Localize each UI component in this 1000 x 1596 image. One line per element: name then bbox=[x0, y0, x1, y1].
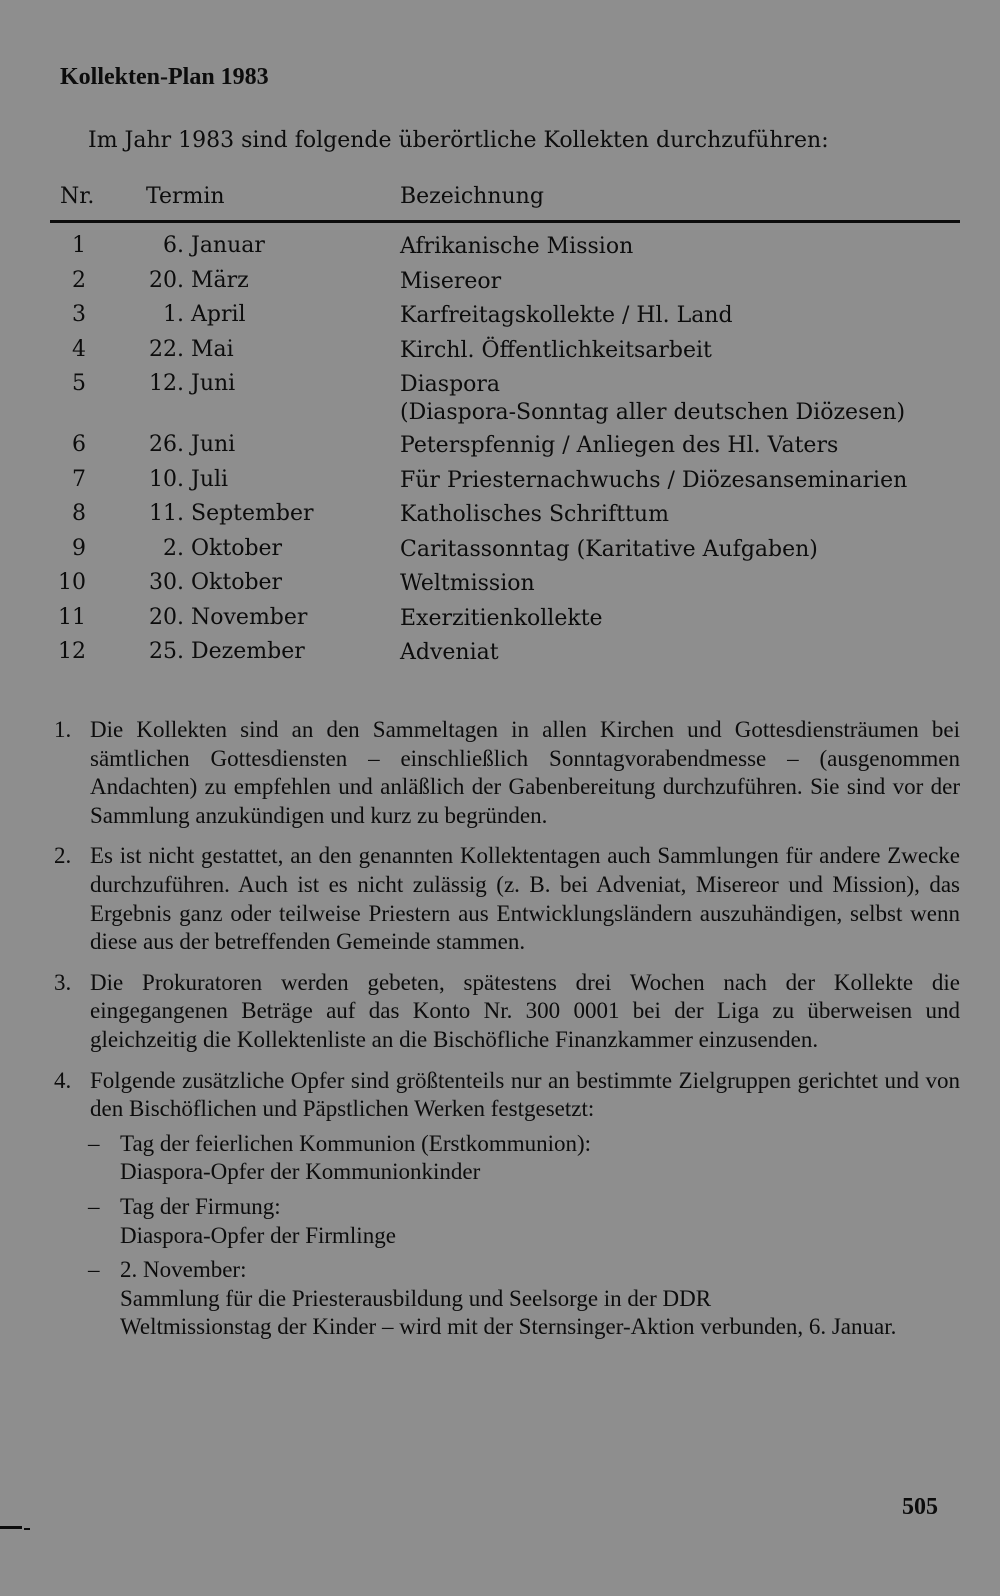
table-row bbox=[50, 536, 960, 571]
page-number: 505 bbox=[902, 1494, 938, 1520]
dash-bullet: – bbox=[88, 1193, 100, 1219]
table-row bbox=[50, 302, 960, 337]
row-description: Weltmission bbox=[400, 571, 535, 596]
note-number: 4. bbox=[54, 1067, 72, 1093]
row-description: Für Priesternachwuchs / Diözesanseminarien bbox=[400, 467, 908, 493]
dash-bullet: – bbox=[88, 1257, 100, 1283]
row-number: 2 bbox=[72, 267, 86, 293]
note-item bbox=[50, 842, 960, 956]
header-bezeichnung: Bezeichnung bbox=[400, 184, 544, 209]
row-month: November bbox=[191, 604, 308, 630]
row-date bbox=[146, 432, 336, 457]
row-description: Katholisches Schrifttum bbox=[400, 502, 669, 527]
row-date bbox=[146, 268, 336, 293]
row-day: 12. bbox=[149, 371, 184, 396]
note-number: 1. bbox=[54, 717, 72, 742]
row-month: Dezember bbox=[191, 639, 305, 664]
row-month: September bbox=[191, 501, 314, 526]
row-month: Oktober bbox=[191, 535, 283, 561]
row-month: Oktober bbox=[191, 570, 283, 595]
row-number: 12 bbox=[58, 639, 86, 664]
table-header bbox=[50, 184, 960, 223]
row-number: 3 bbox=[72, 302, 86, 327]
row-month: März bbox=[191, 267, 249, 293]
row-date bbox=[146, 639, 336, 664]
table-row bbox=[50, 570, 960, 605]
row-date bbox=[146, 536, 336, 561]
row-description bbox=[400, 371, 980, 427]
row-number: 7 bbox=[72, 466, 86, 492]
row-month: Mai bbox=[191, 336, 234, 362]
row-month: Juni bbox=[191, 432, 236, 457]
table-row bbox=[50, 432, 960, 467]
sub-line: Tag der feierlichen Kommunion (Erstkommunion): bbox=[120, 1130, 592, 1156]
intro-text: Im Jahr 1983 sind folgende überörtliche Kollekten durchzuführen: bbox=[88, 128, 829, 153]
row-date bbox=[146, 302, 336, 327]
table-body bbox=[50, 223, 960, 674]
dash-bullet: – bbox=[88, 1130, 100, 1156]
row-day: 20. bbox=[149, 267, 184, 293]
table-row bbox=[50, 639, 960, 674]
row-date bbox=[146, 337, 336, 362]
note-item bbox=[50, 1067, 960, 1124]
row-date bbox=[146, 467, 336, 492]
note-text: Die Kollekten sind an den Sammeltagen in allen Kirchen und Gottesdiensträumen bei sämtlichen Gottesdiensten – einschließlich Sonntagvorabendmesse – (ausgenommen Andachten) zu empfehlen und anläßlich der Gabenbereitung durchzuführen. Sie sind vor der Sammlung anzukündigen und kurz zu begründen. bbox=[90, 717, 960, 828]
table-row bbox=[50, 467, 960, 502]
row-date bbox=[146, 233, 336, 258]
row-number: 6 bbox=[72, 432, 86, 457]
note-item bbox=[50, 716, 960, 830]
row-number: 1 bbox=[72, 233, 86, 258]
row-date bbox=[146, 605, 336, 630]
row-month: Januar bbox=[191, 233, 265, 258]
page-title: Kollekten-Plan 1983 bbox=[60, 64, 269, 90]
row-description-line2: (Diaspora-Sonntag aller deutschen Diözesen) bbox=[400, 400, 906, 425]
note-item bbox=[50, 969, 960, 1055]
row-description: Misereor bbox=[400, 268, 502, 294]
row-day: 26. bbox=[149, 432, 184, 457]
table-row bbox=[50, 268, 960, 303]
row-number: 9 bbox=[72, 535, 86, 561]
row-day: 11. bbox=[149, 501, 184, 526]
row-number: 5 bbox=[72, 371, 86, 396]
row-description: Kirchl. Öffentlichkeitsarbeit bbox=[400, 337, 712, 363]
row-number: 4 bbox=[72, 336, 86, 362]
table-row bbox=[50, 371, 960, 432]
row-day: 20. bbox=[149, 604, 184, 630]
table-row bbox=[50, 501, 960, 536]
scan-mark bbox=[0, 1526, 22, 1529]
header-termin: Termin bbox=[146, 184, 225, 209]
row-month: Juli bbox=[191, 466, 229, 492]
row-description: Peterspfennig / Anliegen des Hl. Vaters bbox=[400, 433, 839, 458]
row-number: 11 bbox=[58, 604, 86, 630]
note-number: 2. bbox=[54, 843, 72, 869]
row-day: 1. bbox=[163, 302, 184, 327]
row-date bbox=[146, 371, 336, 396]
row-day: 6. bbox=[163, 233, 184, 258]
row-number: 8 bbox=[72, 501, 86, 526]
sub-item bbox=[50, 1130, 960, 1187]
row-day: 10. bbox=[149, 466, 184, 492]
row-description: Afrikanische Mission bbox=[400, 234, 634, 259]
row-day: 30. bbox=[149, 570, 184, 595]
sub-line: Tag der Firmung: bbox=[120, 1193, 281, 1219]
note-number: 3. bbox=[54, 969, 72, 995]
table-row bbox=[50, 605, 960, 640]
row-description: Karfreitagskollekte / Hl. Land bbox=[400, 303, 733, 328]
sub-line: Sammlung für die Priesterausbildung und Seelsorge in der DDR bbox=[120, 1285, 712, 1311]
header-nr: Nr. bbox=[60, 184, 95, 209]
sub-line: Weltmissionstag der Kinder – wird mit der Sternsinger-Aktion verbunden, 6. Januar. bbox=[120, 1314, 897, 1340]
sub-line: Diaspora-Opfer der Kommunionkinder bbox=[120, 1159, 481, 1185]
note-text: Folgende zusätzliche Opfer sind größtenteils nur an bestimmte Zielgruppen gerichtet und von den Bischöflichen und Päpstlichen Werken festgesetzt: bbox=[90, 1067, 960, 1122]
row-date bbox=[146, 501, 336, 526]
scan-mark bbox=[24, 1528, 30, 1530]
row-day: 25. bbox=[149, 639, 184, 664]
sub-item bbox=[50, 1256, 960, 1342]
collection-table bbox=[50, 184, 960, 674]
row-description: Exerzitienkollekte bbox=[400, 605, 603, 631]
row-month: April bbox=[191, 302, 246, 327]
row-description: Adveniat bbox=[400, 640, 499, 665]
row-date bbox=[146, 570, 336, 595]
notes-list bbox=[50, 716, 960, 1342]
sub-line: Diaspora-Opfer der Firmlinge bbox=[120, 1222, 396, 1248]
row-description-line1: Diaspora bbox=[400, 372, 501, 397]
row-day: 22. bbox=[149, 336, 184, 362]
note-text: Es ist nicht gestattet, an den genannten Kollektentagen auch Sammlungen für andere Zwecke durchzuführen. Auch ist es nicht zulässig (z. B. bei Adveniat, Misereor und Mission), das Ergebnis ganz oder teilweise Priestern aus Entwicklungsländern auszuhändigen, selbst wenn diese aus der betreffenden Gemeinde stammen. bbox=[90, 843, 960, 955]
table-row bbox=[50, 337, 960, 372]
note-text: Die Prokuratoren werden gebeten, spätestens drei Wochen nach der Kollekte die eingegangenen Beträge auf das Konto Nr. 300 0001 bei der Liga zu überweisen und gleichzeitig die Kollektenliste an die Bischöfliche Finanzkammer einzusenden. bbox=[90, 969, 960, 1052]
row-month: Juni bbox=[191, 371, 236, 396]
row-number: 10 bbox=[58, 570, 86, 595]
row-description: Caritassonntag (Karitative Aufgaben) bbox=[400, 536, 818, 562]
sub-line: 2. November: bbox=[120, 1257, 247, 1283]
row-day: 2. bbox=[163, 535, 184, 561]
sub-item bbox=[50, 1193, 960, 1250]
table-row bbox=[50, 233, 960, 268]
